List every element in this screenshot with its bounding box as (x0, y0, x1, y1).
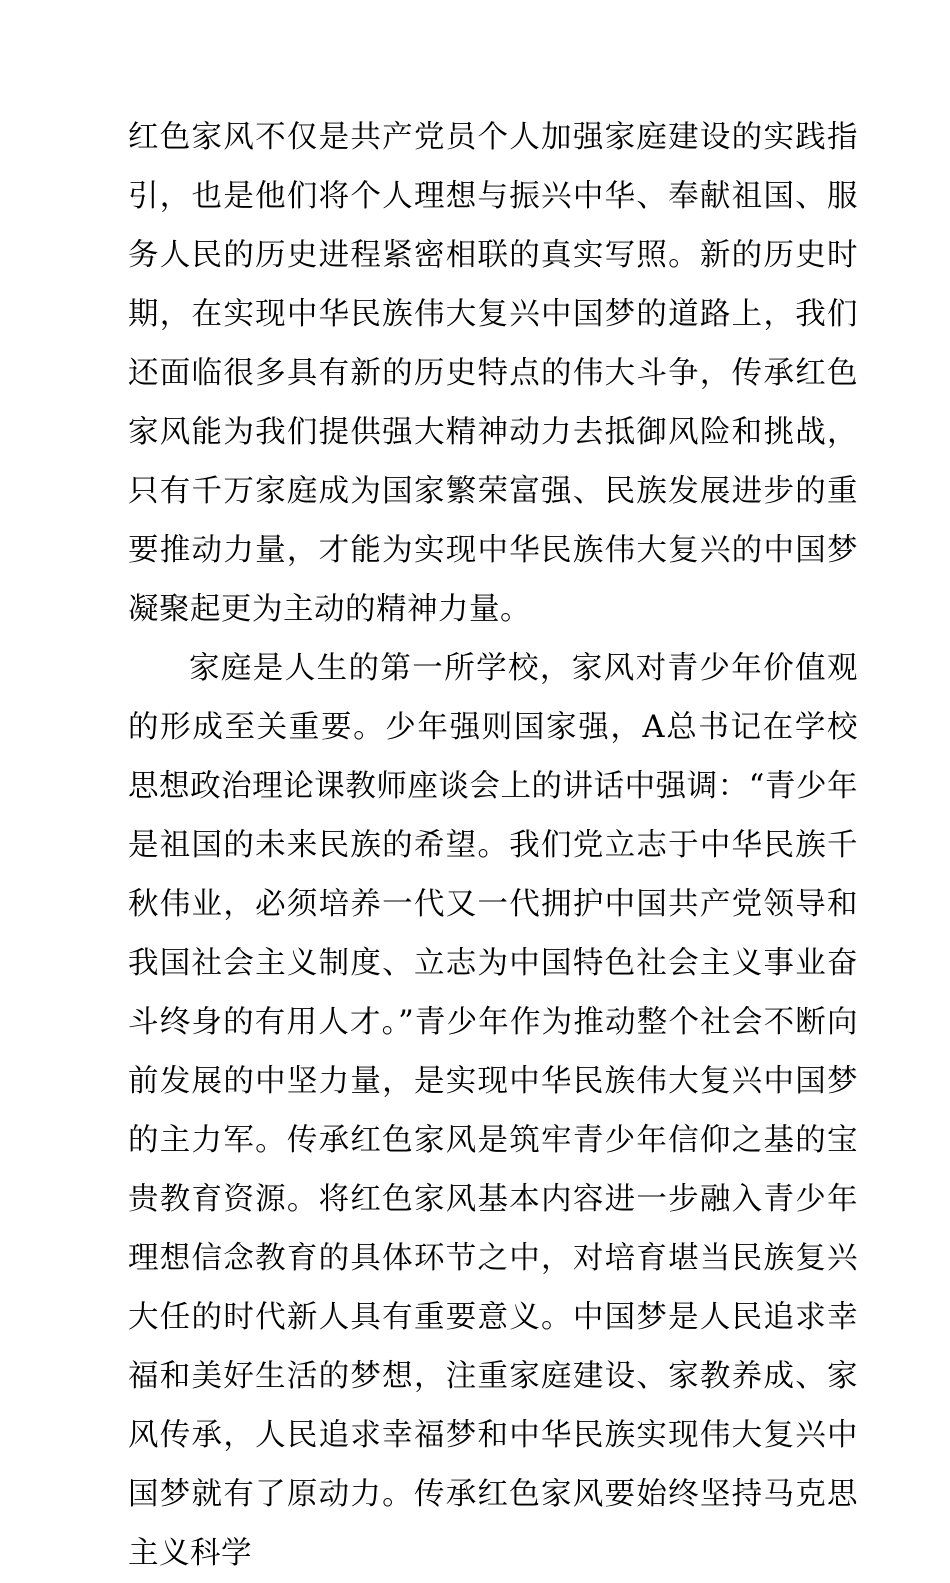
document-body (128, 108, 858, 1583)
paragraph-1: 红色家风不仅是共产党员个人加强家庭建设的实践指引，也是他们将个人理想与振兴中华、奉献祖国、服务人民的历史进程紧密相联的真实写照。新的历史时期，在实现中华民族伟大复兴中国梦的道路上，我们还面临很多具有新的历史特点的伟大斗争，传承红色家风能为我们提供强大精神动力去抵御风险和挑战，只有千万家庭成为国家繁荣富强、民族发展进步的重要推动力量，才能为实现中华民族伟大复兴的中国梦凝聚起更为主动的精神力量。 (128, 120, 858, 627)
paragraph-2: 家庭是人生的第一所学校，家风对青少年价值观的形成至关重要。少年强则国家强，A总书记在学校思想政治理论课教师座谈会上的讲话中强调：“青少年是祖国的未来民族的希望。我们党立志于中华民族千秋伟业，必须培养一代又一代拥护中国共产党领导和我国社会主义制度、立志为中国特色社会主义事业奋斗终身的有用人才。”青少年作为推动整个社会不断向前发展的中坚力量，是实现中华民族伟大复兴中国梦的主力军。传承红色家风是筑牢青少年信仰之基的宝贵教育资源。将红色家风基本内容进一步融入青少年理想信念教育的具体环节之中，对培育堪当民族复兴大任的时代新人具有重要意义。中国梦是人民追求幸福和美好生活的梦想，注重家庭建设、家教养成、家风传承，人民追求幸福梦和中华民族实现伟大复兴中国梦就有了原动力。传承红色家风要始终坚持马克思主义科学 (128, 651, 858, 1571)
